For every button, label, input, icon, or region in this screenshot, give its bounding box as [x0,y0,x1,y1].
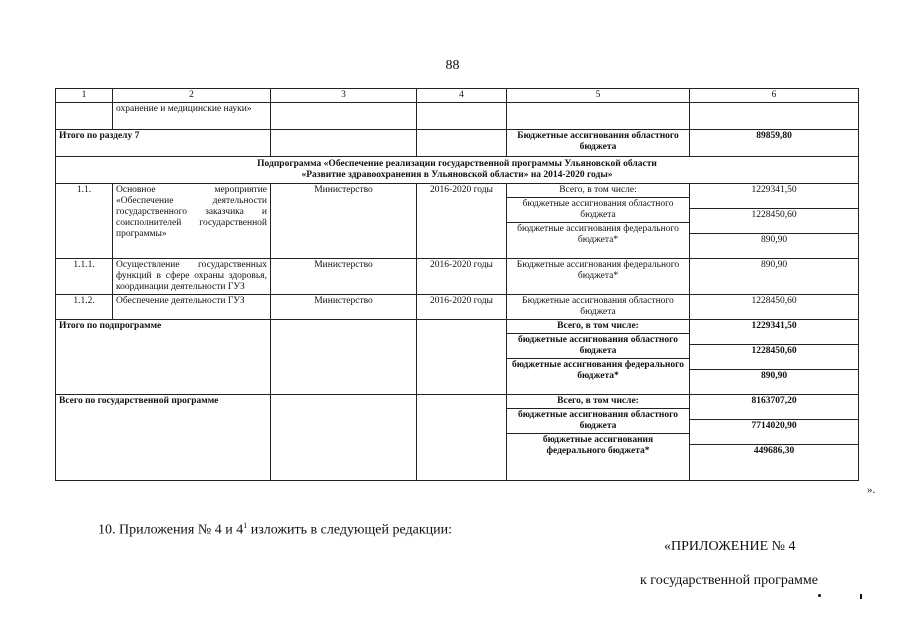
amount-item: 1228450,60 [690,345,858,370]
source-item: бюджетные ассигнования федерального бюджета* [512,360,684,381]
appendix-title: «ПРИЛОЖЕНИЕ № 4 [664,539,796,554]
activity-name: Обеспечение деятельности ГУЗ [113,295,271,320]
page-number: 88 [445,58,460,73]
source-item: Всего, в том числе: [507,184,689,198]
source-item: бюджетные ассигнования федерального бюджета* [542,435,654,456]
subprogram-total-row [56,320,859,395]
source-item: Бюджетные ассигнования областного бюджета [507,295,690,320]
program-total-row [56,395,859,481]
table-row [56,259,859,295]
table-row [56,184,859,259]
continuation-text: охранение и медицинские науки» [113,103,271,130]
section7-amount: 89859,80 [690,130,859,157]
executor: Министерство [271,295,417,320]
paragraph-10 [98,521,452,539]
row-number: 1.1.1. [56,259,113,295]
source-item: Всего, в том числе: [507,320,689,334]
table-row [56,103,859,130]
closing-quote: ». [867,484,876,496]
amount-item: 890,90 [760,235,788,245]
paragraph-text-end: изложить в следующей редакции: [247,522,452,538]
amount-item: 1229341,50 [690,184,858,209]
period: 2016-2020 годы [417,184,507,259]
activity-name: Основное мероприятие «Обеспечение деятельности государственного заказчика и соисполнителей государственной программы» [113,184,271,259]
appendix-subtitle: к государственной программе [640,573,818,588]
source-item: бюджетные ассигнования областного бюджета [507,409,689,434]
amount-item: 1228450,60 [690,295,859,320]
executor: Министерство [271,259,417,295]
section7-total-row [56,130,859,157]
scan-mark [860,594,862,599]
section7-source: Бюджетные ассигнования областного бюджета [507,130,690,157]
subprogram-title-line1: Подпрограмма «Обеспечение реализации государственной программы Ульяновской области [257,159,657,169]
source-item: Всего, в том числе: [507,395,689,409]
source-item: бюджетные ассигнования федерального бюджета* [517,224,679,245]
paragraph-superscript: 1 [243,521,248,530]
section7-total-label: Итого по разделу 7 [56,130,271,157]
subprogram-title-row [56,157,859,184]
header-cell: 5 [507,89,690,103]
amount-item: 890,90 [760,371,788,381]
paragraph-text: 10. Приложения № 4 и 4 [98,522,244,538]
source-item: бюджетные ассигнования областного бюджета [507,198,689,223]
header-cell: 3 [271,89,417,103]
subprogram-total-label: Итого по подпрограмме [56,320,271,395]
amount-item: 890,90 [690,259,859,295]
row-number: 1.1. [56,184,113,259]
table-row [56,295,859,320]
source-item: Бюджетные ассигнования федерального бюджета* [507,259,690,295]
header-cell: 1 [56,89,113,103]
header-cell: 4 [417,89,507,103]
period: 2016-2020 годы [417,259,507,295]
amount-item: 7714020,90 [690,420,858,445]
header-cell: 2 [113,89,271,103]
amount-item: 449686,30 [753,446,795,456]
source-item: бюджетные ассигнования областного бюджета [507,334,689,359]
subprogram-title-line2: «Развитие здравоохранения в Ульяновской области» на 2014-2020 годы» [301,170,613,180]
row-number: 1.1.2. [56,295,113,320]
activity-name: Осуществление государственных функций в сфере охраны здоровья, координации деятельности ГУЗ [113,259,271,295]
executor: Министерство [271,184,417,259]
period: 2016-2020 годы [417,295,507,320]
header-cell: 6 [690,89,859,103]
budget-table [55,88,859,481]
program-total-label: Всего по государственной программе [56,395,271,481]
scan-mark [818,594,821,597]
table-header-row [56,89,859,103]
amount-item: 8163707,20 [690,395,858,420]
amount-item: 1229341,50 [690,320,858,345]
amount-item: 1228450,60 [690,209,858,234]
